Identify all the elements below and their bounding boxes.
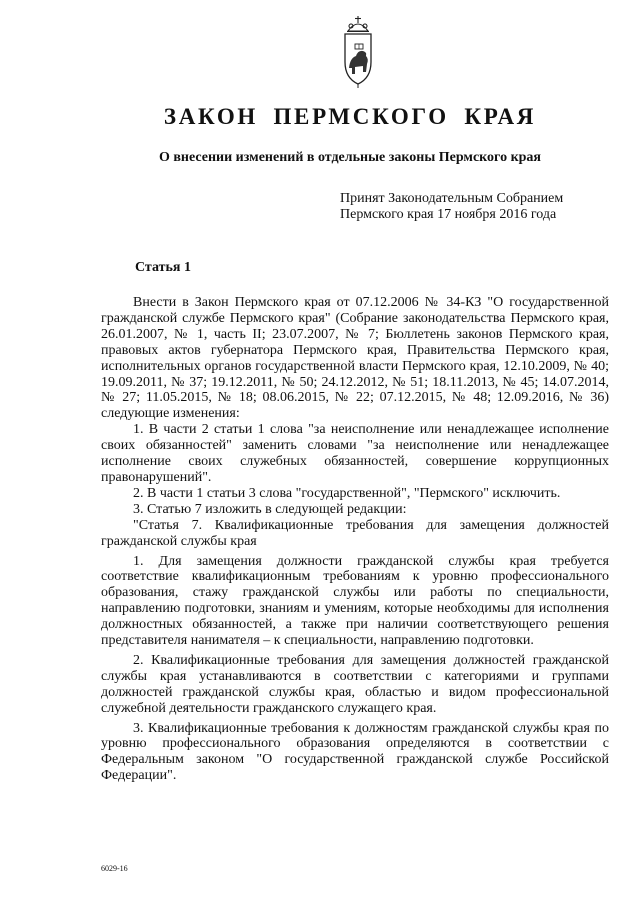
paragraph: 2. Квалификационные требования для замещения должностей гражданской службы края устанавливаются в соответствии с категориями и группами должностей гражданской службы края, областью и видом профессиональной служебной деятельности гражданского служащего края. <box>101 652 609 716</box>
adoption-line-2: Пермского края 17 ноября 2016 года <box>340 207 557 222</box>
document-code: 6029-16 <box>101 864 128 873</box>
law-subtitle: О внесении изменений в отдельные законы Пермского края <box>158 150 541 165</box>
paragraph: Внести в Закон Пермского края от 07.12.2006 № 34-КЗ "О государственной гражданской службе Пермского края" (Собрание законодательства Пермского края, 26.01.2007, № 1, часть II; 23.07.2007, № 7; Бюллетень законов Пермского края, правовых актов губернатора Пермского края, Правительства Пермского края, исполнительных органов государственной власти Пермского края, 12.10.2009, № 40; 19.09.2011, № 37; 19.12.2011, № 50; 24.12.2012, № 51; 18.11.2013, № 45; 14.07.2014, № 27; 11.05.2015, № 18; 08.06.2015, № 22; 07.12.2015, № 48; 12.09.2016, № 36) следующие изменения: <box>101 295 609 422</box>
paragraph: 1. В части 2 статьи 1 слова "за неисполнение или ненадлежащее исполнение своих обязанностей" заменить словами "за неисполнение или ненадлежащее исполнение своих служебных обязанностей, совершение коррупционных правонарушений". <box>101 422 609 485</box>
article-body <box>101 295 609 784</box>
law-title: ЗАКОН ПЕРМСКОГО КРАЯ <box>163 104 537 129</box>
adoption-note <box>340 191 563 223</box>
paragraph: 2. В части 1 статьи 3 слова "государственной", "Пермского" исключить. <box>133 485 561 501</box>
paragraph: 3. Статью 7 изложить в следующей редакции: <box>133 501 407 517</box>
adoption-line-1: Принят Законодательным Собранием <box>340 191 564 206</box>
paragraph: "Статья 7. Квалификационные требования для замещения должностей гражданской службы края <box>101 517 609 549</box>
article-heading: Статья 1 <box>135 260 191 275</box>
paragraph: 1. Для замещения должности гражданской службы края требуется соответствие квалификационным требованиям к уровню профессионального образования, стажу гражданской службы или работы по специальности, направлению подготовки, знаниям и умениям, которые необходимы для исполнения должностных обязанностей, а также при наличии соответствующего решения представителя нанимателя – к специальности, направлению подготовки. <box>101 553 609 649</box>
paragraph: 3. Квалификационные требования к должностям гражданской службы края по уровню профессионального образования определяются в соответствии с Федеральным законом "О государственной гражданской службе Российской Федерации". <box>101 720 609 784</box>
coat-of-arms-icon <box>333 14 383 90</box>
